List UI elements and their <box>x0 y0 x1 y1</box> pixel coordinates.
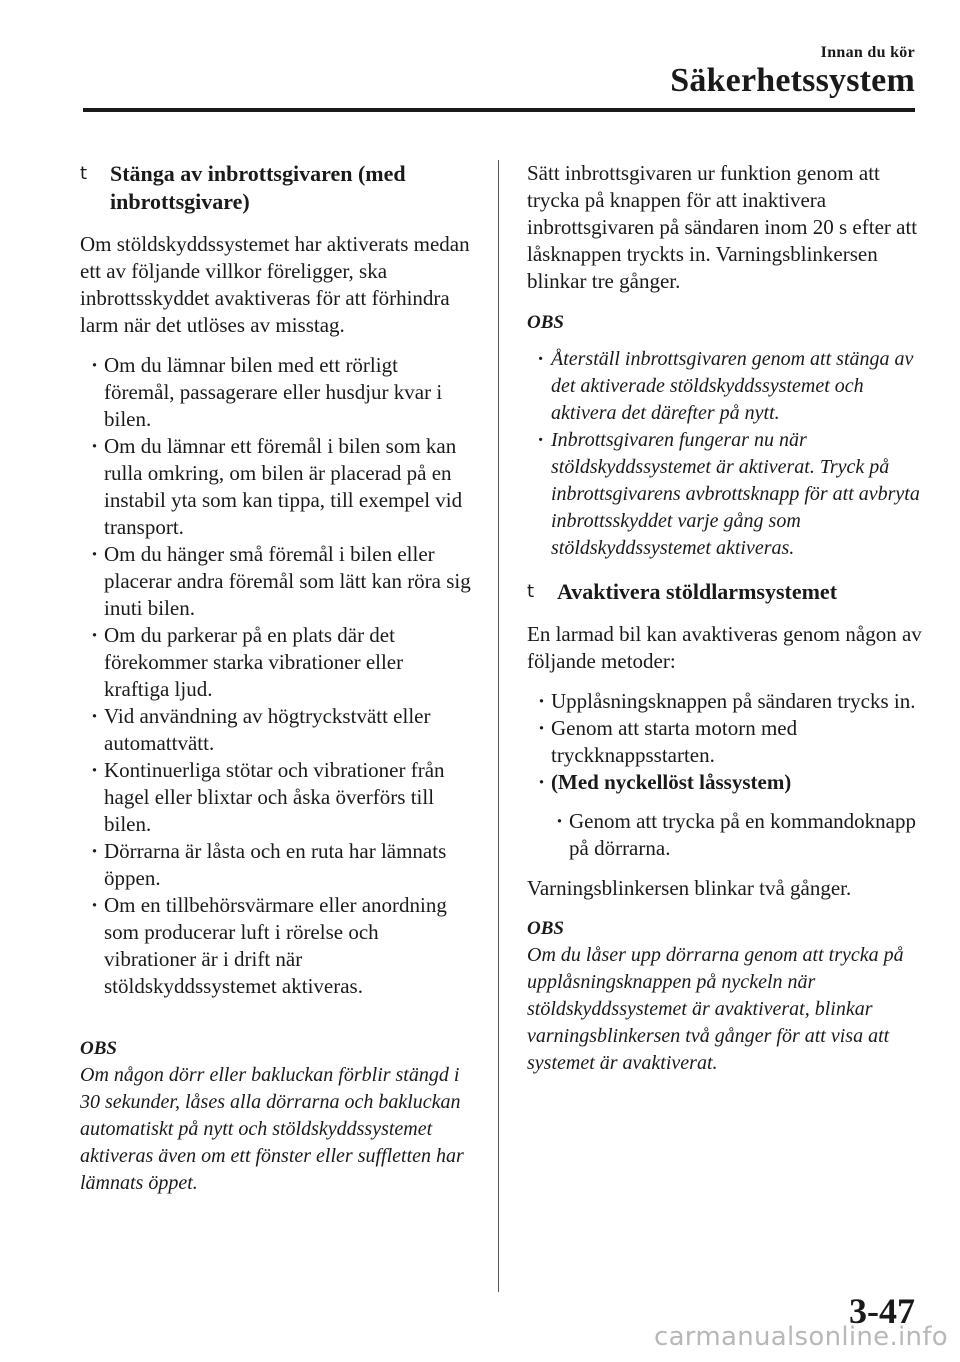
obs-list <box>527 346 922 562</box>
list-item: · Genom att starta motorn med tryckknappsstarten. <box>527 715 922 769</box>
list-item: · Kontinuerliga stötar och vibrationer från hagel eller blixtar och åska överförs till bilen. <box>80 757 472 838</box>
list-item: · Vid användning av högtryckstvätt eller automattvätt. <box>80 703 472 757</box>
heading-marker-icon: t <box>527 581 535 602</box>
condition-list <box>80 352 472 1000</box>
obs-note: Om du låser upp dörrarna genom att trycka på upplåsningsknappen på nyckeln när stöldskyddssystemet är avaktiverat, blinkar varningsblinkersen två gånger för att visa att systemet är avaktiverat. <box>527 944 904 1074</box>
list-item: · Om du lämnar bilen med ett rörligt föremål, passagerare eller husdjur kvar i bilen. <box>80 352 472 433</box>
list-item: · Dörrarna är låsta och en ruta har lämnats öppen. <box>80 838 472 892</box>
list-item: · Genom att trycka på en kommandoknapp på dörrarna. <box>527 808 922 862</box>
page-title: Säkerhetssystem <box>670 62 915 99</box>
list-item: · Återställ inbrottsgivaren genom att stänga av det aktiverade stöldskyddssystemet och aktivera det därefter på nytt. <box>527 346 922 427</box>
watermark: carmanualsonline.info <box>653 1322 948 1352</box>
right-column <box>527 160 922 1077</box>
list-item: · Inbrottsgivaren fungerar nu när stöldskyddssystemet är aktiverat. Tryck på inbrottsgivarens avbrottsknapp för att avbryta inbrottsskyddet varje gång som stöldskyddssystemet aktiveras. <box>527 427 922 562</box>
header-rule <box>83 108 915 112</box>
obs-label: OBS <box>80 1038 117 1059</box>
column-divider <box>498 160 499 1292</box>
obs-note: Om någon dörr eller bakluckan förblir stängd i 30 sekunder, låses alla dörrarna och bakluckan automatiskt på nytt och stöldskyddssystemet aktiveras även om ett fönster eller suffletten har lämnats öppet. <box>80 1064 464 1194</box>
intro-paragraph: Sätt inbrottsgivaren ur funktion genom att trycka på knappen för att inaktivera inbrottsgivaren på sändaren inom 20 s efter att låsknappen tryckts in. Varningsblinkersen blinkar tre gånger. <box>527 161 918 293</box>
methods-intro: En larmad bil kan avaktiveras genom någon av följande metoder: <box>527 622 922 673</box>
result-paragraph: Varningsblinkersen blinkar två gånger. <box>527 876 852 900</box>
header-section-label: Innan du kör <box>820 44 915 61</box>
heading-marker-icon: t <box>80 163 88 184</box>
heading-text: Stänga av inbrottsgivaren (med inbrottsgivare) <box>110 161 406 214</box>
section-heading <box>527 578 922 606</box>
intro-paragraph: Om stöldskyddssystemet har aktiverats medan ett av följande villkor föreligger, ska inbrottsskyddet avaktiveras för att förhindra larm när det utlöses av misstag. <box>80 232 470 337</box>
list-item: · (Med nyckellöst låssystem) <box>527 769 922 796</box>
obs-label: OBS <box>527 312 564 333</box>
list-item: · Om du lämnar ett föremål i bilen som kan rulla omkring, om bilen är placerad på en instabil yta som kan tippa, till exempel vid transport. <box>80 433 472 541</box>
page-number: 3-47 <box>849 1291 915 1331</box>
list-item: · Om du hänger små föremål i bilen eller placerar andra föremål som lätt kan röra sig inuti bilen. <box>80 541 472 622</box>
list-item: · Om en tillbehörsvärmare eller anordning som producerar luft i rörelse och vibrationer är i drift när stöldskyddssystemet aktiveras. <box>80 892 472 1000</box>
list-item: · Upplåsningsknappen på sändaren trycks in. <box>527 688 922 715</box>
method-list <box>527 688 922 862</box>
obs-label: OBS <box>527 918 564 939</box>
left-column <box>80 160 472 1197</box>
list-item: · Om du parkerar på en plats där det förekommer starka vibrationer eller kraftiga ljud. <box>80 622 472 703</box>
heading-text: Avaktivera stöldlarmsystemet <box>557 579 838 604</box>
section-heading <box>80 160 472 216</box>
